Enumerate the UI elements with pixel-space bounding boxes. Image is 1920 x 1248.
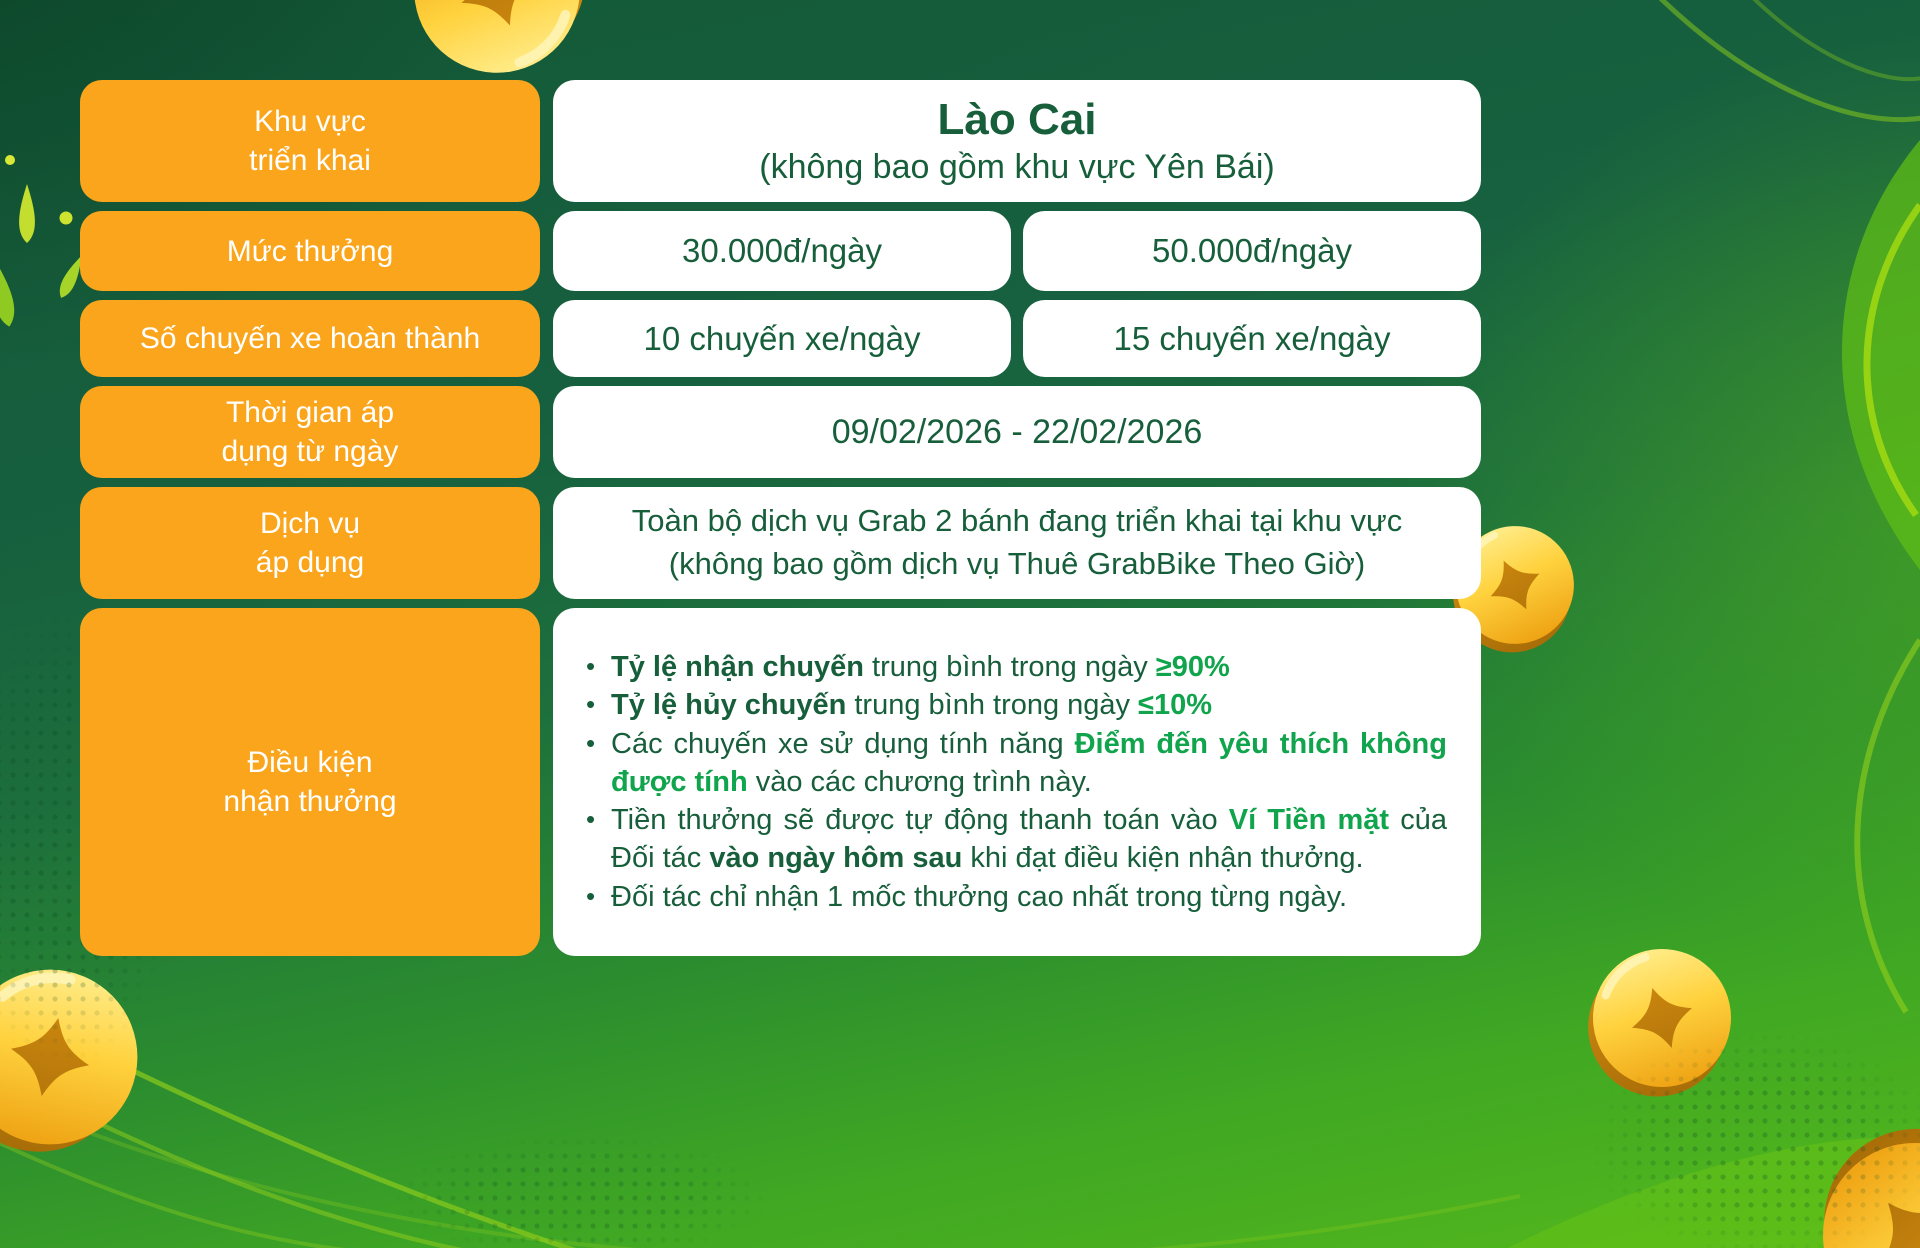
label-line: Thời gian áp [225,396,395,429]
service-line: (không bao gồm dịch vụ Thuê GrabBike Theo Giờ) [668,546,1366,581]
condition-segment: vào các chương trình này. [747,765,1092,798]
row-label-service [80,487,540,599]
condition-segment: Ví Tiền mặt [1228,804,1390,837]
condition-item [579,801,1447,878]
condition-segment: ≥90% [1155,651,1230,684]
region-title: Lào Cai [937,95,1097,145]
condition-segment: trung bình trong ngày [864,651,1156,684]
row-value-trips [553,300,1481,377]
condition-item [579,725,1447,802]
row-label-conditions [80,608,540,956]
label-line: Dịch vụ [259,507,361,540]
label-line: dụng từ ngày [221,435,399,468]
row-label-trips [80,300,540,377]
condition-segment: Tỷ lệ nhận chuyến [611,651,864,684]
condition-segment: khi đạt điều kiện nhận thưởng. [962,842,1364,875]
conditions-list [579,648,1447,916]
condition-segment: vào ngày hôm sau [709,842,963,875]
halftone-dots [390,1135,770,1248]
row-label-period [80,386,540,478]
row-value-conditions [553,608,1481,956]
firework-icon [0,155,87,329]
condition-segment: Các chuyến xe sử dụng tính năng [611,727,1075,760]
row-value-reward [553,211,1481,291]
label-line: nhận thưởng [223,785,397,818]
row-label-region [80,80,540,202]
label-line: Số chuyến xe hoàn thành [139,322,481,355]
row-value-period: 09/02/2026 - 22/02/2026 [553,386,1481,478]
reward-tier-2: 50.000đ/ngày [1023,211,1481,291]
condition-item [579,686,1447,724]
reward-tier-1: 30.000đ/ngày [553,211,1011,291]
condition-segment: ≤10% [1138,689,1213,722]
condition-item [579,878,1447,916]
label-line: triển khai [249,144,371,177]
condition-segment: của Đối tác [611,804,1447,875]
label-line: Điều kiện [247,746,373,779]
promo-table [80,80,1481,956]
label-line: Mức thưởng [226,234,394,268]
condition-segment: trung bình trong ngày [846,689,1139,722]
halftone-dots [1590,1030,1920,1248]
condition-item [579,648,1447,686]
condition-segment: Tiền thưởng sẽ được tự động thanh toán vào [611,804,1229,837]
condition-segment: Đối tác chỉ nhận 1 mốc thưởng cao nhất trong từng ngày. [611,880,1348,913]
service-line: Toàn bộ dịch vụ Grab 2 bánh đang triển khai tại khu vực [631,503,1403,539]
condition-segment: Tỷ lệ hủy chuyến [611,689,847,722]
condition-segment: Điểm đến yêu thích không được tính [611,727,1447,798]
label-line: áp dụng [255,546,365,579]
trips-tier-1: 10 chuyến xe/ngày [553,300,1011,377]
row-value-service [553,487,1481,599]
region-subtitle: (không bao gồm khu vực Yên Bái) [759,147,1275,186]
trips-tier-2: 15 chuyến xe/ngày [1023,300,1481,377]
label-line: Khu vực [254,105,366,138]
row-value-region [553,80,1481,202]
row-label-reward [80,211,540,291]
